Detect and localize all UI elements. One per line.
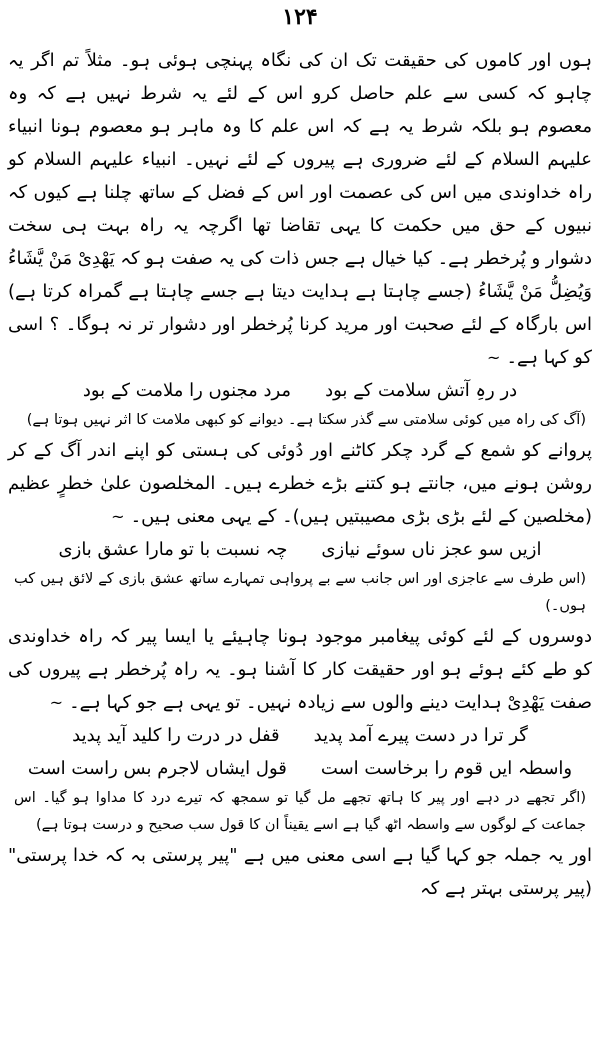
page-number: ۱۲۴ bbox=[282, 4, 318, 30]
paragraph-text: ہوں اور کاموں کی حقیقت تک ان کی نگاہ پہنچی ہوئی ہو۔ مثلاً تم اگر یہ چاہو کہ کسی سے علم حاصل کرو اس کے لئے یہ شرط نہیں ہے کہ وہ معصوم ہو بلکہ شرط یہ ہے کہ اس علم کا وہ ماہر ہو معصوم ہونا انبیاء علیہم السلام کے لئے ضروری ہے پیروں کے لئے نہیں۔ انبیاء علیہم السلام کو راہ خداوندی میں اس کی عصمت اور اس کے فضل کے ساتھ چلنا ہے کیوں کہ نبیوں کے حق میں حکمت کا یہی تقاضا تھا اگرچہ یہ راہ بہت ہی سخت دشوار و پُرخطر ہے۔ کیا خیال ہے جس ذات کی یہ صفت ہو کہ یَهْدِیْ مَنْ یَّشَاءُ وَیُضِلُّ مَنْ یَّشَاءُ (جسے چاہتا ہے ہدایت دیتا ہے جسے چاہتا ہے گمراہ کرتا ہے) اس بارگاہ کے لئے صحبت اور مرید کرنا پُرخطر اور دشوار تر نہ ہوگا۔ ؟ اسی کو کہا ہے۔ bbox=[8, 50, 592, 368]
prose-paragraph bbox=[8, 44, 592, 374]
verse-couplet bbox=[8, 752, 592, 785]
verse-couplet bbox=[8, 374, 592, 407]
verse-first-hemistich: واسطہ ایں قوم را برخاست است bbox=[320, 758, 573, 779]
paragraph-text: (اس طرف سے عاجزی اور اس جانب سے بے پرواہی تمہارے ساتھ عشق بازی کے لائق ہیں کب ہوں۔) bbox=[14, 571, 586, 614]
verse-couplet bbox=[8, 533, 592, 566]
end-flourish-mark: ~ bbox=[111, 507, 125, 526]
paragraph-text: (آگ کی راہ میں کوئی سلامتی سے گذر سکتا ہے۔ دیوانے کو کبھی ملامت کا اثر نہیں ہوتا ہے) bbox=[26, 412, 586, 428]
paragraph-text: (اگر تجھے در دہے اور پیر کا ہاتھ تجھے مل گیا تو سمجھ کہ تیرے درد کا مداوا ہو گیا۔ اس جماعت کے لوگوں سے واسطہ اٹھ گیا ہے اسے یقیناً ان کا قول سب صحیح و درست ہوتا ہے) bbox=[14, 790, 586, 833]
page-body bbox=[8, 44, 592, 905]
verse-first-hemistich: ازیں سو عجز ناں سوئے نیازی bbox=[321, 539, 542, 560]
prose-paragraph bbox=[8, 434, 592, 533]
translation-gloss bbox=[8, 785, 592, 839]
paragraph-text: دوسروں کے لئے کوئی پیغامبر موجود ہونا چاہیئے یا ایسا پیر کہ راہ خداوندی کو طے کئے ہوئے ہو اور حقیقت کار کا آشنا ہو۔ یہ راہ پُرخطر ہے پیروں کی صفت یَهْدِیْ ہدایت دینے والوں سے زیادہ نہیں۔ تو یہی ہے جو کہا ہے۔ bbox=[8, 626, 592, 713]
verse-second-hemistich: قفل در درت را کلید آید پدید bbox=[72, 725, 280, 746]
end-flourish-mark: ~ bbox=[487, 348, 501, 367]
end-flourish-mark: ~ bbox=[49, 693, 64, 712]
prose-paragraph bbox=[8, 839, 592, 905]
verse-couplet bbox=[8, 719, 592, 752]
paragraph-text: پروانے کو شمع کے گرد چکر کاٹنے اور دُوئی کی ہستی کو اپنے اندر آگ کے کر روشن ہونے میں، جانتے ہو کتنے بڑے خطرے ہیں۔ المخلصون علیٰ خطرٍ عظیم (مخلصین کے لئے بڑی بڑی مصیبتیں ہیں)۔ کے یہی معنی ہیں۔ bbox=[8, 440, 592, 527]
verse-first-hemistich: در رہِ آتش سلامت کے بود bbox=[325, 380, 518, 401]
prose-paragraph bbox=[8, 620, 592, 719]
verse-second-hemistich: چہ نسبت با تو مارا عشق بازی bbox=[58, 539, 288, 560]
translation-gloss bbox=[8, 566, 592, 620]
verse-first-hemistich: گر ترا در دست پیرے آمد پدید bbox=[313, 725, 528, 746]
paragraph-text: اور یہ جملہ جو کہا گیا ہے اسی معنی میں ہے "پیر پرستی بہ کہ خدا پرستی" (پیر پرستی بہتر ہے کہ bbox=[8, 845, 592, 899]
translation-gloss bbox=[8, 407, 592, 434]
verse-second-hemistich: قول ایشاں لاجرم بس راست است bbox=[27, 758, 287, 779]
verse-second-hemistich: مرد مجنوں را ملامت کے بود bbox=[82, 380, 292, 401]
